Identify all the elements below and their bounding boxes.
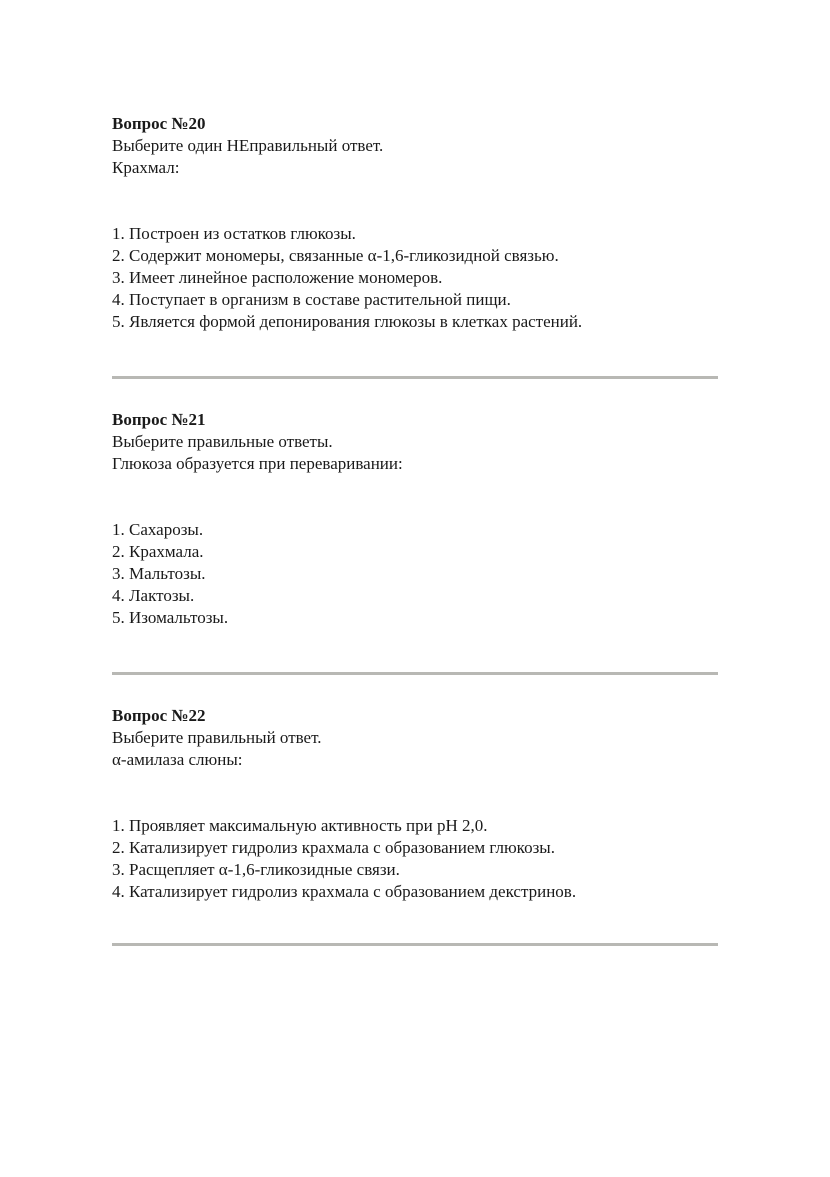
question-stem: Глюкоза образуется при переваривании:	[112, 454, 403, 473]
question-21	[112, 409, 722, 629]
answer-options	[112, 223, 722, 333]
answer-option: 5. Является формой депонирования глюкозы в клетках растений.	[112, 312, 583, 331]
question-instruction: Выберите правильные ответы.	[112, 432, 333, 451]
answer-option: 4. Катализирует гидролиз крахмала с образованием декстринов.	[112, 882, 577, 901]
answer-option: 2. Катализирует гидролиз крахмала с образованием глюкозы.	[112, 838, 555, 857]
question-title: Вопрос №20	[112, 114, 206, 133]
question-instruction: Выберите правильный ответ.	[112, 728, 322, 747]
question-title: Вопрос №21	[112, 410, 206, 429]
section-divider	[112, 672, 718, 675]
question-title: Вопрос №22	[112, 706, 206, 725]
question-stem: Крахмал:	[112, 158, 180, 177]
section-divider	[112, 943, 718, 946]
answer-option: 1. Построен из остатков глюкозы.	[112, 224, 356, 243]
question-22	[112, 705, 722, 903]
question-stem: α-амилаза слюны:	[112, 750, 243, 769]
answer-options	[112, 519, 722, 629]
answer-option: 3. Мальтозы.	[112, 564, 206, 583]
answer-option: 1. Сахарозы.	[112, 520, 204, 539]
answer-option: 5. Изомальтозы.	[112, 608, 229, 627]
question-instruction: Выберите один НЕправильный ответ.	[112, 136, 384, 155]
section-divider	[112, 376, 718, 379]
answer-option: 4. Поступает в организм в составе растительной пищи.	[112, 290, 511, 309]
answer-option: 4. Лактозы.	[112, 586, 195, 605]
answer-option: 2. Содержит мономеры, связанные α-1,6-гликозидной связью.	[112, 246, 559, 265]
answer-option: 3. Расщепляет α-1,6-гликозидные связи.	[112, 860, 400, 879]
answer-option: 2. Крахмала.	[112, 542, 204, 561]
answer-option: 1. Проявляет максимальную активность при pH 2,0.	[112, 816, 488, 835]
answer-options	[112, 815, 722, 903]
question-20	[112, 113, 722, 333]
answer-option: 3. Имеет линейное расположение мономеров.	[112, 268, 443, 287]
